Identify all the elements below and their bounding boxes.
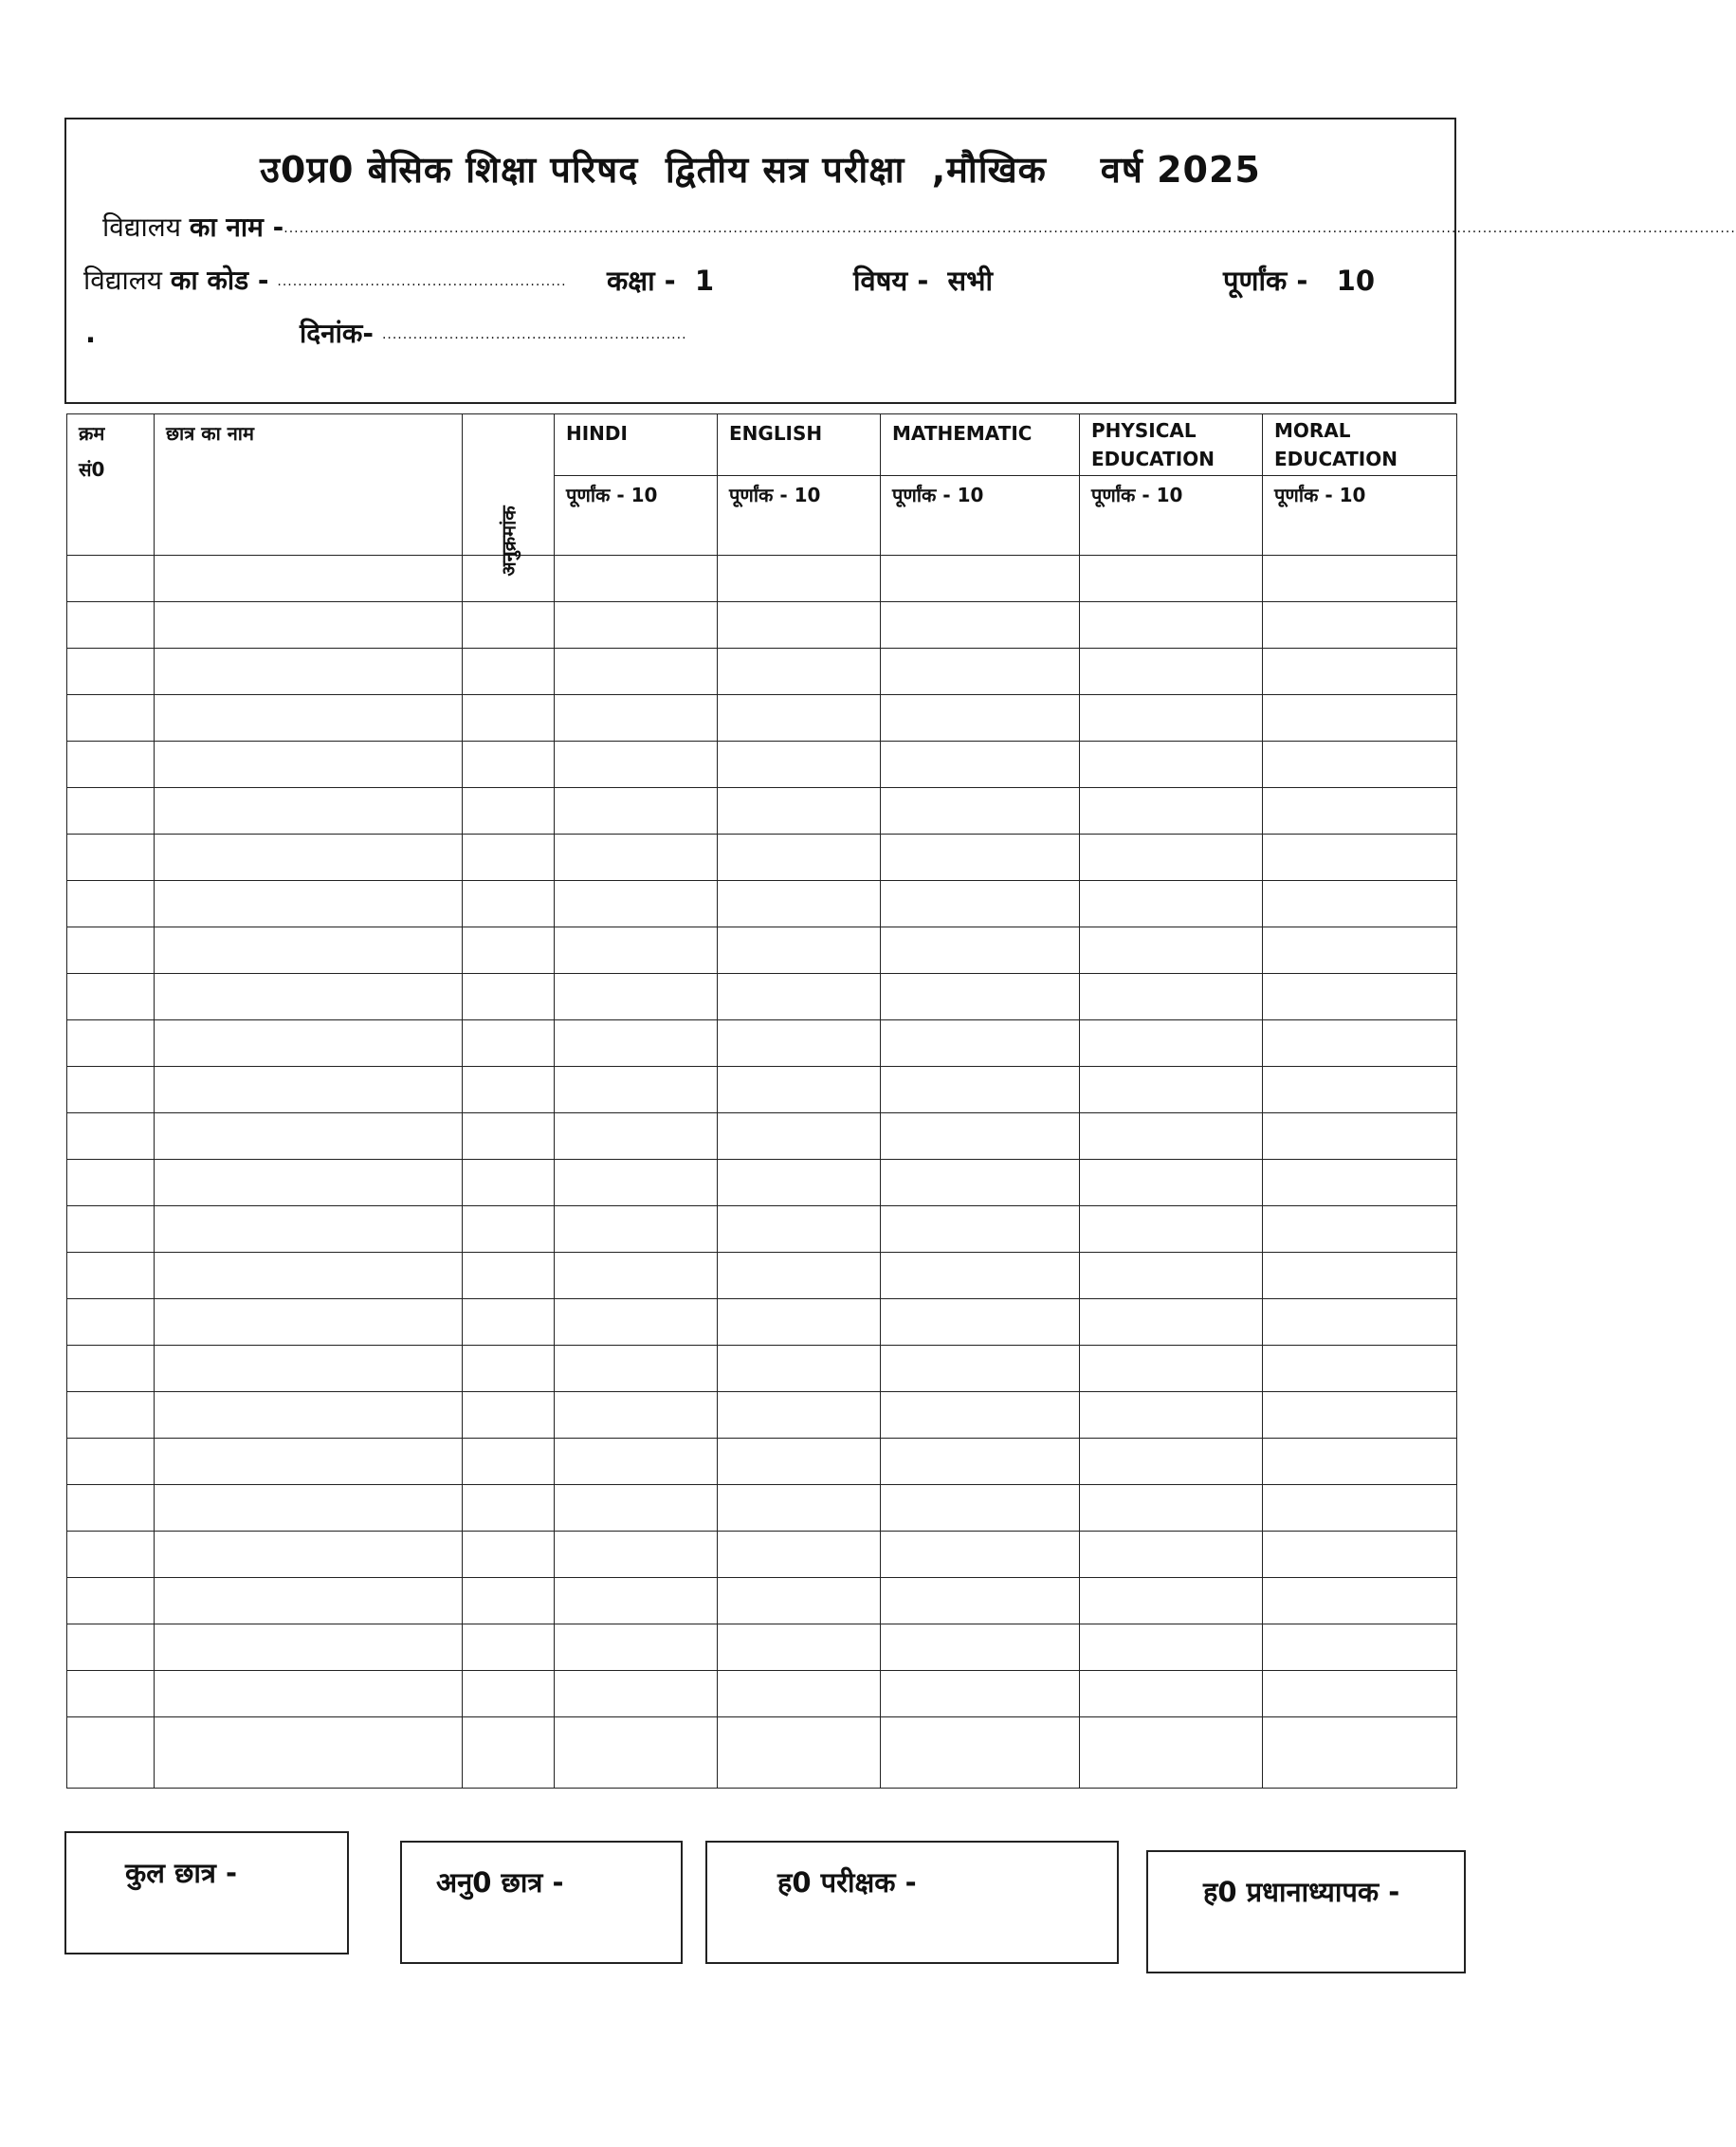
roll-number-header: अनुक्रमांक (463, 414, 555, 556)
serial-cell[interactable] (67, 1067, 155, 1113)
serial-cell[interactable] (67, 1113, 155, 1160)
moral-education-marks-cell[interactable] (1263, 1253, 1457, 1299)
hindi-marks-cell[interactable] (555, 1439, 718, 1485)
school-name-label: का नाम - (189, 211, 284, 243)
hindi-marks-cell[interactable] (555, 1206, 718, 1253)
physical-education-marks-cell[interactable] (1080, 649, 1263, 695)
english-marks-cell[interactable] (718, 1671, 881, 1717)
student-name-cell[interactable] (155, 695, 463, 742)
serial-cell[interactable] (67, 1253, 155, 1299)
mathematic-marks-cell[interactable] (881, 1392, 1080, 1439)
table-row (67, 788, 1457, 835)
roll-number-cell[interactable] (463, 1392, 555, 1439)
subject-header-english: ENGLISH (718, 414, 881, 476)
english-marks-cell[interactable] (718, 1299, 881, 1346)
moral-education-marks-cell[interactable] (1263, 1299, 1457, 1346)
table-row (67, 742, 1457, 788)
roll-number-cell[interactable] (463, 1160, 555, 1206)
physical-education-marks-cell[interactable] (1080, 1578, 1263, 1624)
table-row (67, 1253, 1457, 1299)
english-marks-cell[interactable] (718, 1717, 881, 1789)
moral-education-marks-cell[interactable] (1263, 1392, 1457, 1439)
headmaster-signature-label: ह0 प्रधानाध्यापक - (1203, 1876, 1400, 1908)
english-marks-cell[interactable] (718, 1532, 881, 1578)
roll-number-cell[interactable] (463, 835, 555, 881)
roll-number-cell[interactable] (463, 1624, 555, 1671)
examiner-signature-label: ह0 परीक्षक - (777, 1866, 917, 1899)
table-row (67, 1020, 1457, 1067)
student-name-header: छात्र का नाम (155, 414, 463, 556)
table-row (67, 1392, 1457, 1439)
hindi-marks-cell[interactable] (555, 556, 718, 602)
serial-cell[interactable] (67, 1485, 155, 1532)
mathematic-marks-cell[interactable] (881, 881, 1080, 927)
roll-number-cell[interactable] (463, 1067, 555, 1113)
student-name-cell[interactable] (155, 1020, 463, 1067)
serial-cell[interactable] (67, 602, 155, 649)
mathematic-marks-cell[interactable] (881, 1578, 1080, 1624)
student-name-cell[interactable] (155, 835, 463, 881)
mathematic-marks-cell[interactable] (881, 788, 1080, 835)
table-row (67, 1067, 1457, 1113)
table-row (67, 649, 1457, 695)
table-row (67, 1671, 1457, 1717)
student-name-cell[interactable] (155, 556, 463, 602)
english-marks-cell[interactable] (718, 1067, 881, 1113)
exam-header-box (64, 118, 1736, 404)
mathematic-marks-cell[interactable] (881, 1067, 1080, 1113)
physical-education-marks-cell[interactable] (1080, 1392, 1263, 1439)
table-row (67, 927, 1457, 974)
max-marks-hindi: पूर्णांक - 10 (555, 475, 718, 555)
roll-number-cell[interactable] (463, 1578, 555, 1624)
student-name-cell[interactable] (155, 1717, 463, 1789)
hindi-marks-cell[interactable] (555, 1624, 718, 1671)
serial-cell[interactable] (67, 1206, 155, 1253)
roll-number-cell[interactable] (463, 1253, 555, 1299)
absent-students-box[interactable] (400, 1841, 683, 1964)
mathematic-marks-cell[interactable] (881, 556, 1080, 602)
table-row (67, 1160, 1457, 1206)
physical-education-marks-cell[interactable] (1080, 927, 1263, 974)
serial-cell[interactable] (67, 974, 155, 1020)
hindi-marks-cell[interactable] (555, 974, 718, 1020)
student-name-cell[interactable] (155, 649, 463, 695)
date-label: दिनांक- (300, 318, 375, 349)
hindi-marks-cell[interactable] (555, 1113, 718, 1160)
student-name-cell[interactable] (155, 1206, 463, 1253)
table-row (67, 1299, 1457, 1346)
dot-marker: . (85, 317, 97, 349)
serial-cell[interactable] (67, 1020, 155, 1067)
student-name-cell[interactable] (155, 974, 463, 1020)
moral-education-marks-cell[interactable] (1263, 695, 1457, 742)
max-marks-moral-education: पूर्णांक - 10 (1263, 475, 1457, 555)
english-marks-cell[interactable] (718, 1624, 881, 1671)
moral-education-marks-cell[interactable] (1263, 1671, 1457, 1717)
student-name-cell[interactable] (155, 1113, 463, 1160)
mathematic-marks-cell[interactable] (881, 1299, 1080, 1346)
serial-no-header: क्रम सं0 (67, 414, 155, 556)
school-name-field[interactable] (102, 209, 1736, 245)
serial-cell[interactable] (67, 556, 155, 602)
table-row (67, 1624, 1457, 1671)
moral-education-marks-cell[interactable] (1263, 649, 1457, 695)
moral-education-marks-cell[interactable] (1263, 927, 1457, 974)
moral-education-marks-cell[interactable] (1263, 1160, 1457, 1206)
moral-education-marks-cell[interactable] (1263, 1532, 1457, 1578)
moral-education-marks-cell[interactable] (1263, 1206, 1457, 1253)
mathematic-marks-cell[interactable] (881, 1160, 1080, 1206)
physical-education-marks-cell[interactable] (1080, 974, 1263, 1020)
hindi-marks-cell[interactable] (555, 1160, 718, 1206)
table-row (67, 1206, 1457, 1253)
moral-education-marks-cell[interactable] (1263, 1020, 1457, 1067)
physical-education-marks-cell[interactable] (1080, 1253, 1263, 1299)
table-row (67, 1439, 1457, 1485)
hindi-marks-cell[interactable] (555, 1392, 718, 1439)
physical-education-marks-cell[interactable] (1080, 1439, 1263, 1485)
student-name-cell[interactable] (155, 1299, 463, 1346)
max-marks-english: पूर्णांक - 10 (718, 475, 881, 555)
mathematic-marks-cell[interactable] (881, 1532, 1080, 1578)
mathematic-marks-cell[interactable] (881, 1439, 1080, 1485)
english-marks-cell[interactable] (718, 1020, 881, 1067)
physical-education-marks-cell[interactable] (1080, 881, 1263, 927)
roll-number-cell[interactable] (463, 1346, 555, 1392)
table-row (67, 556, 1457, 602)
serial-cell[interactable] (67, 1578, 155, 1624)
serial-cell[interactable] (67, 1346, 155, 1392)
english-marks-cell[interactable] (718, 695, 881, 742)
serial-cell[interactable] (67, 742, 155, 788)
total-students-box[interactable] (64, 1831, 349, 1954)
physical-education-marks-cell[interactable] (1080, 1020, 1263, 1067)
roll-number-cell[interactable] (463, 788, 555, 835)
roll-number-cell[interactable] (463, 1299, 555, 1346)
hindi-marks-cell[interactable] (555, 835, 718, 881)
english-marks-cell[interactable] (718, 649, 881, 695)
roll-number-cell[interactable] (463, 602, 555, 649)
roll-number-cell[interactable] (463, 1439, 555, 1485)
mathematic-marks-cell[interactable] (881, 835, 1080, 881)
english-marks-cell[interactable] (718, 1578, 881, 1624)
serial-cell[interactable] (67, 1532, 155, 1578)
physical-education-marks-cell[interactable] (1080, 1485, 1263, 1532)
moral-education-marks-cell[interactable] (1263, 742, 1457, 788)
physical-education-marks-cell[interactable] (1080, 788, 1263, 835)
school-name-prefix: विद्यालय (102, 211, 181, 243)
marks-table (66, 413, 1457, 1789)
mathematic-marks-cell[interactable] (881, 1485, 1080, 1532)
max-marks-physical-education: पूर्णांक - 10 (1080, 475, 1263, 555)
moral-education-marks-cell[interactable] (1263, 1624, 1457, 1671)
table-row (67, 881, 1457, 927)
moral-education-marks-cell[interactable] (1263, 974, 1457, 1020)
english-marks-cell[interactable] (718, 1485, 881, 1532)
mathematic-marks-cell[interactable] (881, 1113, 1080, 1160)
student-name-cell[interactable] (155, 1485, 463, 1532)
table-row (67, 1578, 1457, 1624)
serial-cell[interactable] (67, 1439, 155, 1485)
english-marks-cell[interactable] (718, 602, 881, 649)
roll-number-cell[interactable] (463, 881, 555, 927)
subject-field: विषय - सभी (853, 265, 994, 297)
student-name-cell[interactable] (155, 1160, 463, 1206)
roll-number-cell[interactable] (463, 1206, 555, 1253)
student-name-cell[interactable] (155, 1578, 463, 1624)
student-name-cell[interactable] (155, 927, 463, 974)
marks-table-body (67, 556, 1457, 1789)
subject-header-hindi: HINDI (555, 414, 718, 476)
hindi-marks-cell[interactable] (555, 1067, 718, 1113)
student-name-cell[interactable] (155, 788, 463, 835)
student-name-cell[interactable] (155, 1392, 463, 1439)
table-row (67, 1717, 1457, 1789)
physical-education-marks-cell[interactable] (1080, 742, 1263, 788)
roll-number-cell[interactable] (463, 1671, 555, 1717)
english-marks-cell[interactable] (718, 1346, 881, 1392)
english-marks-cell[interactable] (718, 1392, 881, 1439)
table-row (67, 1346, 1457, 1392)
physical-education-marks-cell[interactable] (1080, 1206, 1263, 1253)
exam-title: उ0प्र0 बेसिक शिक्षा परिषद द्वितीय सत्र परीक्षा ,मौखिक वर्ष 2025 (260, 149, 1261, 191)
hindi-marks-cell[interactable] (555, 1253, 718, 1299)
hindi-marks-cell[interactable] (555, 742, 718, 788)
english-marks-cell[interactable] (718, 1253, 881, 1299)
mathematic-marks-cell[interactable] (881, 927, 1080, 974)
physical-education-marks-cell[interactable] (1080, 1067, 1263, 1113)
moral-education-marks-cell[interactable] (1263, 1485, 1457, 1532)
subject-header-mathematic: MATHEMATIC (881, 414, 1080, 476)
moral-education-marks-cell[interactable] (1263, 1067, 1457, 1113)
roll-number-cell[interactable] (463, 695, 555, 742)
mathematic-marks-cell[interactable] (881, 695, 1080, 742)
physical-education-marks-cell[interactable] (1080, 556, 1263, 602)
serial-cell[interactable] (67, 1392, 155, 1439)
roll-number-cell[interactable] (463, 927, 555, 974)
serial-cell[interactable] (67, 788, 155, 835)
hindi-marks-cell[interactable] (555, 927, 718, 974)
english-marks-cell[interactable] (718, 927, 881, 974)
subject-header-moral-education: MORAL EDUCATION (1263, 414, 1457, 476)
physical-education-marks-cell[interactable] (1080, 835, 1263, 881)
max-marks-field: पूर्णांक - 10 (1223, 265, 1375, 297)
hindi-marks-cell[interactable] (555, 1717, 718, 1789)
serial-cell[interactable] (67, 927, 155, 974)
mathematic-marks-cell[interactable] (881, 1717, 1080, 1789)
physical-education-marks-cell[interactable] (1080, 602, 1263, 649)
english-marks-cell[interactable] (718, 1206, 881, 1253)
moral-education-marks-cell[interactable] (1263, 556, 1457, 602)
serial-cell[interactable] (67, 649, 155, 695)
table-row (67, 1113, 1457, 1160)
school-code-label: का कोड - (170, 265, 269, 296)
mathematic-marks-cell[interactable] (881, 1671, 1080, 1717)
mathematic-marks-cell[interactable] (881, 1206, 1080, 1253)
mathematic-marks-cell[interactable] (881, 742, 1080, 788)
serial-cell[interactable] (67, 1624, 155, 1671)
student-name-cell[interactable] (155, 1439, 463, 1485)
roll-number-cell[interactable] (463, 649, 555, 695)
hindi-marks-cell[interactable] (555, 1346, 718, 1392)
student-name-cell[interactable] (155, 1253, 463, 1299)
table-row (67, 835, 1457, 881)
moral-education-marks-cell[interactable] (1263, 881, 1457, 927)
student-name-cell[interactable] (155, 602, 463, 649)
physical-education-marks-cell[interactable] (1080, 1717, 1263, 1789)
physical-education-marks-cell[interactable] (1080, 1299, 1263, 1346)
physical-education-marks-cell[interactable] (1080, 1346, 1263, 1392)
serial-cell[interactable] (67, 835, 155, 881)
headmaster-signature-box[interactable] (1146, 1850, 1466, 1973)
student-name-cell[interactable] (155, 742, 463, 788)
physical-education-marks-cell[interactable] (1080, 1160, 1263, 1206)
subject-header-physical-education: PHYSICAL EDUCATION (1080, 414, 1263, 476)
hindi-marks-cell[interactable] (555, 788, 718, 835)
english-marks-cell[interactable] (718, 835, 881, 881)
hindi-marks-cell[interactable] (555, 1299, 718, 1346)
hindi-marks-cell[interactable] (555, 881, 718, 927)
roll-number-cell[interactable] (463, 1532, 555, 1578)
table-row (67, 974, 1457, 1020)
hindi-marks-cell[interactable] (555, 602, 718, 649)
moral-education-marks-cell[interactable] (1263, 788, 1457, 835)
student-name-cell[interactable] (155, 1671, 463, 1717)
hindi-marks-cell[interactable] (555, 1485, 718, 1532)
roll-number-cell[interactable] (463, 742, 555, 788)
mathematic-marks-cell[interactable] (881, 602, 1080, 649)
moral-education-marks-cell[interactable] (1263, 1113, 1457, 1160)
moral-education-marks-cell[interactable] (1263, 1346, 1457, 1392)
english-marks-cell[interactable] (718, 788, 881, 835)
moral-education-marks-cell[interactable] (1263, 835, 1457, 881)
mathematic-marks-cell[interactable] (881, 974, 1080, 1020)
english-marks-cell[interactable] (718, 742, 881, 788)
examiner-signature-box[interactable] (705, 1841, 1119, 1964)
student-name-cell[interactable] (155, 1346, 463, 1392)
absent-students-label: अनु0 छात्र - (436, 1866, 564, 1899)
hindi-marks-cell[interactable] (555, 1671, 718, 1717)
moral-education-marks-cell[interactable] (1263, 1717, 1457, 1789)
student-name-cell[interactable] (155, 1067, 463, 1113)
total-students-label: कुल छात्र - (125, 1857, 238, 1889)
hindi-marks-cell[interactable] (555, 1020, 718, 1067)
physical-education-marks-cell[interactable] (1080, 695, 1263, 742)
english-marks-cell[interactable] (718, 1439, 881, 1485)
hindi-marks-cell[interactable] (555, 1532, 718, 1578)
english-marks-cell[interactable] (718, 1113, 881, 1160)
mathematic-marks-cell[interactable] (881, 649, 1080, 695)
serial-cell[interactable] (67, 1299, 155, 1346)
hindi-marks-cell[interactable] (555, 649, 718, 695)
serial-cell[interactable] (67, 1717, 155, 1789)
mathematic-marks-cell[interactable] (881, 1253, 1080, 1299)
table-row (67, 1485, 1457, 1532)
max-marks-mathematic: पूर्णांक - 10 (881, 475, 1080, 555)
student-name-cell[interactable] (155, 1624, 463, 1671)
date-dotted-line: ........................................................... (381, 327, 687, 342)
serial-cell[interactable] (67, 881, 155, 927)
school-code-field[interactable] (83, 262, 567, 298)
table-row (67, 1532, 1457, 1578)
student-name-cell[interactable] (155, 1532, 463, 1578)
moral-education-marks-cell[interactable] (1263, 1578, 1457, 1624)
moral-education-marks-cell[interactable] (1263, 602, 1457, 649)
roll-number-cell[interactable] (463, 1485, 555, 1532)
table-row (67, 695, 1457, 742)
physical-education-marks-cell[interactable] (1080, 1671, 1263, 1717)
english-marks-cell[interactable] (718, 881, 881, 927)
class-field: कक्षा - 1 (607, 265, 715, 297)
student-name-cell[interactable] (155, 881, 463, 927)
physical-education-marks-cell[interactable] (1080, 1624, 1263, 1671)
school-code-dotted-line: ........................................................ (277, 274, 567, 289)
roll-number-cell[interactable] (463, 1113, 555, 1160)
roll-number-cell[interactable] (463, 974, 555, 1020)
school-code-prefix: विद्यालय (83, 265, 162, 296)
physical-education-marks-cell[interactable] (1080, 1113, 1263, 1160)
mathematic-marks-cell[interactable] (881, 1346, 1080, 1392)
school-name-dotted-line: ......................................................................................................................................................................................................................................................................................... (283, 221, 1736, 236)
physical-education-marks-cell[interactable] (1080, 1532, 1263, 1578)
english-marks-cell[interactable] (718, 974, 881, 1020)
table-row (67, 602, 1457, 649)
english-marks-cell[interactable] (718, 556, 881, 602)
serial-cell[interactable] (67, 1160, 155, 1206)
roll-number-cell[interactable] (463, 1717, 555, 1789)
english-marks-cell[interactable] (718, 1160, 881, 1206)
mathematic-marks-cell[interactable] (881, 1624, 1080, 1671)
hindi-marks-cell[interactable] (555, 1578, 718, 1624)
roll-number-cell[interactable] (463, 1020, 555, 1067)
serial-cell[interactable] (67, 1671, 155, 1717)
serial-cell[interactable] (67, 695, 155, 742)
hindi-marks-cell[interactable] (555, 695, 718, 742)
moral-education-marks-cell[interactable] (1263, 1439, 1457, 1485)
date-field[interactable] (300, 315, 687, 351)
mathematic-marks-cell[interactable] (881, 1020, 1080, 1067)
